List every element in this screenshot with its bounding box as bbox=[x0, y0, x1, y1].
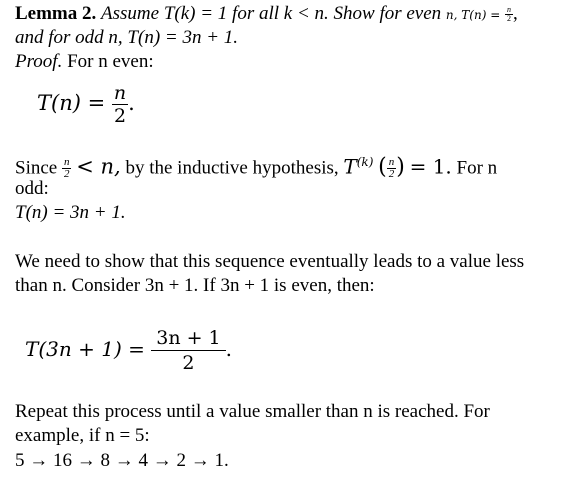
lemma-frac-num: n bbox=[507, 5, 511, 15]
eq2-den: 2 bbox=[182, 352, 195, 374]
lemma-line-2: and for odd n, T(n) = 3n + 1. bbox=[15, 27, 239, 48]
proof-intro bbox=[15, 50, 154, 74]
since-paren-close: ) bbox=[396, 154, 405, 180]
equation-1 bbox=[37, 82, 135, 127]
odd-label: odd: bbox=[15, 178, 49, 199]
lemma-statement-small: n, T(n) = bbox=[445, 8, 501, 22]
paragraph-line-1: We need to show that this sequence eventually leads to a value less bbox=[15, 251, 525, 272]
since-T: T bbox=[343, 154, 357, 179]
lemma-statement: Assume T(k) = 1 for all k < n. Show for even bbox=[101, 3, 442, 24]
eq1-lhs: T(n) = bbox=[37, 91, 106, 115]
since-arg-num: n bbox=[388, 156, 395, 169]
eq1-tail: . bbox=[128, 91, 135, 115]
proof-intro-text: For n even: bbox=[67, 51, 154, 72]
since-paren-open: ( bbox=[378, 154, 387, 180]
since-arg-fraction bbox=[387, 157, 397, 180]
eq2-fraction bbox=[151, 326, 225, 375]
lemma-label: Lemma 2. bbox=[15, 3, 97, 24]
since-frac-den: 2 bbox=[63, 168, 70, 181]
since-tail: For n bbox=[456, 157, 498, 179]
closing-line-2: example, if n = 5: bbox=[15, 425, 150, 446]
closing-line-1: Repeat this process until a value smaller than n is reached. For bbox=[15, 401, 490, 422]
lemma-frac-den: 2 bbox=[507, 14, 511, 24]
eq1-den: 2 bbox=[113, 105, 127, 127]
since-eq: = 1. bbox=[409, 154, 452, 179]
eq1-fraction bbox=[112, 82, 128, 127]
eq2-tail: . bbox=[225, 337, 233, 361]
since-fraction bbox=[62, 157, 72, 180]
since-mid: < n, bbox=[76, 154, 121, 179]
equation-2 bbox=[25, 326, 232, 375]
since-word: Since bbox=[15, 157, 58, 179]
eq2-lhs: T(3n + 1) = bbox=[25, 337, 145, 361]
closing-sequence: 5 → 16 → 8 → 4 → 2 → 1. bbox=[15, 450, 229, 471]
since-sup: (k) bbox=[356, 155, 374, 169]
since-frac-num: n bbox=[63, 156, 70, 169]
proof-label: Proof. bbox=[15, 51, 63, 72]
lemma-comma: , bbox=[513, 3, 518, 24]
since-line bbox=[15, 150, 497, 180]
since-arg-den: 2 bbox=[388, 168, 395, 181]
lemma-line-1 bbox=[15, 2, 518, 27]
odd-equation: T(n) = 3n + 1. bbox=[15, 202, 126, 223]
since-text: by the inductive hypothesis, bbox=[125, 157, 339, 179]
eq1-num: n bbox=[113, 82, 127, 104]
eq2-num: 3n + 1 bbox=[151, 326, 225, 351]
paragraph-line-2: than n. Consider 3n + 1. If 3n + 1 is even, then: bbox=[15, 275, 375, 296]
lemma-fraction bbox=[505, 6, 513, 23]
